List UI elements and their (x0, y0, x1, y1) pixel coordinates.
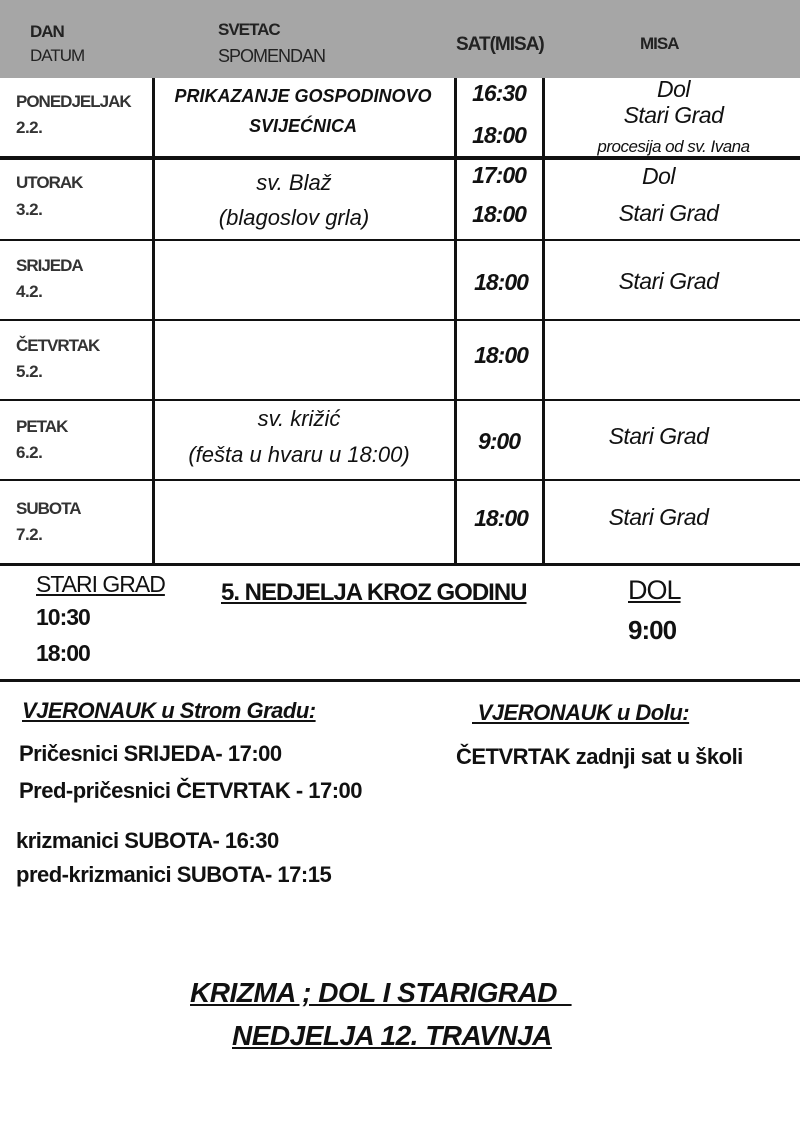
row-time: 16:30 (472, 80, 526, 106)
row-day: PONEDJELJAK (16, 92, 131, 111)
row-day: ČETVRTAK (16, 336, 100, 355)
vjeronauk-sg-line: Pred-pričesnici ČETVRTAK - 17:00 (19, 778, 363, 803)
row-mass: Stari Grad (623, 102, 724, 128)
row-date: 2.2. (16, 118, 43, 137)
row-saint: PRIKAZANJE GOSPODINOVO (174, 86, 432, 106)
row-mass: Stari Grad (618, 200, 719, 226)
row-divider (0, 399, 800, 401)
row-note: procesija od sv. Ivana (597, 137, 750, 156)
row-time: 18:00 (472, 201, 526, 227)
row-day: UTORAK (16, 173, 83, 192)
header-sat: SAT(MISA) (456, 34, 544, 55)
row-date: 7.2. (16, 525, 43, 544)
vjeronauk-dol-line: ČETVRTAK zadnji sat u školi (456, 744, 743, 769)
sunday-sg-time: 10:30 (36, 604, 90, 630)
vjeronauk-sg-line: pred-krizmanici SUBOTA- 17:15 (16, 862, 332, 887)
row-time: 18:00 (474, 269, 528, 295)
row-divider (0, 239, 800, 241)
header-misa: MISA (640, 34, 679, 53)
row-day: SUBOTA (16, 499, 81, 518)
row-mass: Stari Grad (608, 423, 709, 449)
header-dan: DAN (30, 22, 64, 41)
row-date: 4.2. (16, 282, 43, 301)
sunday-stari-grad-label: STARI GRAD (36, 571, 165, 597)
row-saint: sv. križić (257, 406, 341, 431)
row-time: 18:00 (474, 342, 528, 368)
vjeronauk-sg-line: krizmanici SUBOTA- 16:30 (16, 828, 279, 853)
header-spomendan: SPOMENDAN (218, 46, 326, 66)
header-svetac: SVETAC (218, 20, 280, 39)
row-saint-2: SVIJEĆNICA (248, 116, 358, 136)
row-time: 17:00 (472, 162, 526, 188)
row-divider (0, 563, 800, 566)
row-time: 9:00 (477, 428, 521, 454)
row-date: 6.2. (16, 443, 43, 462)
row-saint: sv. Blaž (256, 170, 332, 195)
row-mass: Dol (641, 163, 675, 189)
row-saint-2: (blagoslov grla) (218, 205, 370, 230)
row-day: PETAK (16, 417, 68, 436)
row-saint-2: (fešta u hvaru u 18:00) (188, 442, 410, 467)
sunday-sg-time: 18:00 (36, 640, 90, 666)
row-time: 18:00 (474, 505, 528, 531)
column-divider (152, 78, 155, 563)
vjeronauk-sg-title: VJERONAUK u Strom Gradu: (22, 698, 316, 723)
row-date: 5.2. (16, 362, 43, 381)
row-mass: Stari Grad (608, 504, 709, 530)
column-divider (454, 78, 457, 565)
row-divider (0, 319, 800, 321)
row-date: 3.2. (16, 200, 43, 219)
sunday-dol-time: 9:00 (628, 615, 677, 645)
vjeronauk-sg-line: Pričesnici SRIJEDA- 17:00 (19, 741, 282, 766)
header-datum: DATUM (30, 46, 85, 65)
section-divider (0, 679, 800, 682)
sunday-dol-label: DOL (628, 575, 681, 605)
sunday-title: 5. NEDJELJA KROZ GODINU (221, 579, 527, 606)
vjeronauk-dol-title: VJERONAUK u Dolu: (472, 700, 690, 725)
row-day: SRIJEDA (16, 256, 83, 275)
krizma-line-1: KRIZMA ; DOL I STARIGRAD (190, 977, 572, 1008)
row-time: 18:00 (472, 122, 526, 148)
row-mass: Stari Grad (618, 268, 719, 294)
row-mass: Dol (656, 76, 690, 102)
table-header (0, 0, 800, 78)
row-divider (0, 479, 800, 481)
krizma-line-2: NEDJELJA 12. TRAVNJA (232, 1020, 552, 1051)
